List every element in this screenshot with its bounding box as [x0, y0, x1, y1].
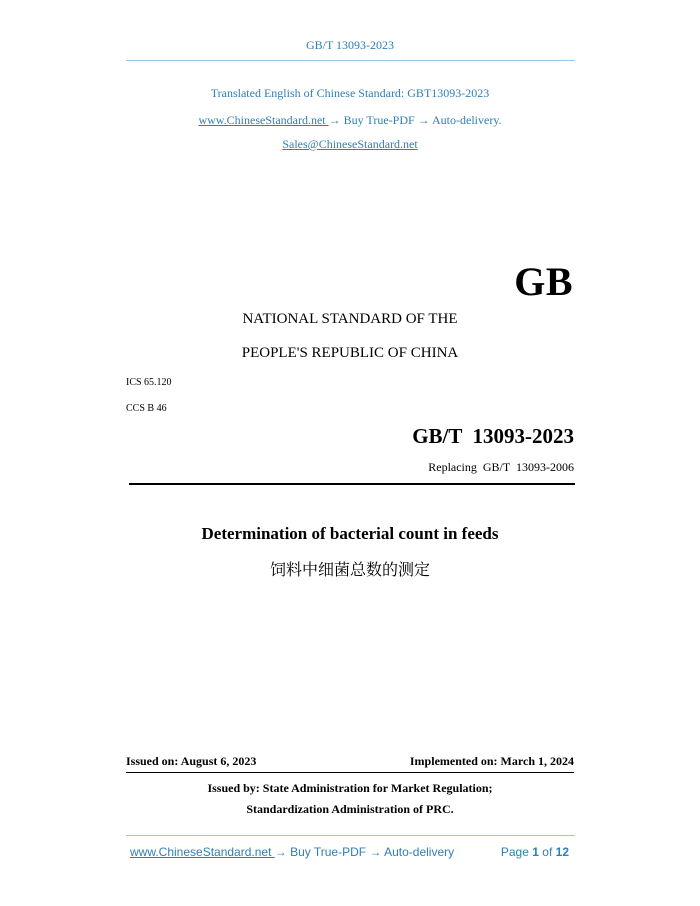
page-total: 12	[555, 845, 569, 859]
footer-purchase-line	[130, 845, 454, 859]
national-standard-line-1: NATIONAL STANDARD OF THE	[242, 311, 458, 327]
translation-notice: Translated English of Chinese Standard: GBT13093-2023	[210, 86, 490, 100]
ics-code: ICS 65.120	[126, 377, 172, 388]
site-link[interactable]: www.ChineseStandard.net	[198, 113, 329, 127]
issuer-line-2: Standardization Administration of PRC.	[246, 802, 454, 816]
title-divider	[129, 483, 575, 485]
email-line	[0, 137, 700, 152]
page-indicator	[501, 845, 569, 859]
page-of-label: of	[542, 845, 553, 859]
sales-email-link[interactable]: Sales@ChineseStandard.net	[282, 137, 418, 151]
page-label: Page	[500, 845, 529, 859]
footer-site-link[interactable]: www.ChineseStandard.net	[130, 845, 275, 859]
issuer-line-1: Issued by: State Administration for Market Regulation;	[207, 781, 493, 795]
issued-on-date: Issued on: August 6, 2023	[126, 754, 257, 768]
issue-divider	[126, 772, 574, 773]
standard-number: GB/T 13093-2023	[412, 424, 574, 448]
buy-text: → Buy True-PDF → Auto-delivery.	[328, 113, 502, 127]
header-divider	[126, 60, 575, 61]
ccs-code: CCS B 46	[126, 403, 167, 414]
implemented-on-date: Implemented on: March 1, 2024	[409, 754, 574, 768]
gb-logo: GB	[514, 259, 573, 304]
national-standard-line-2: PEOPLE'S REPUBLIC OF CHINA	[241, 345, 459, 361]
footer-buy-text: → Buy True-PDF → Auto-delivery	[274, 845, 455, 859]
replacing-note: Replacing GB/T 13093-2006	[428, 460, 574, 474]
page-header: GB/T 13093-2023	[305, 38, 395, 52]
document-title: Determination of bacterial count in feeds	[201, 524, 499, 543]
document-title-chinese: 饲料中细菌总数的测定	[269, 560, 430, 579]
purchase-line	[0, 113, 700, 128]
page-current: 1	[532, 845, 539, 859]
footer-divider	[126, 835, 575, 836]
